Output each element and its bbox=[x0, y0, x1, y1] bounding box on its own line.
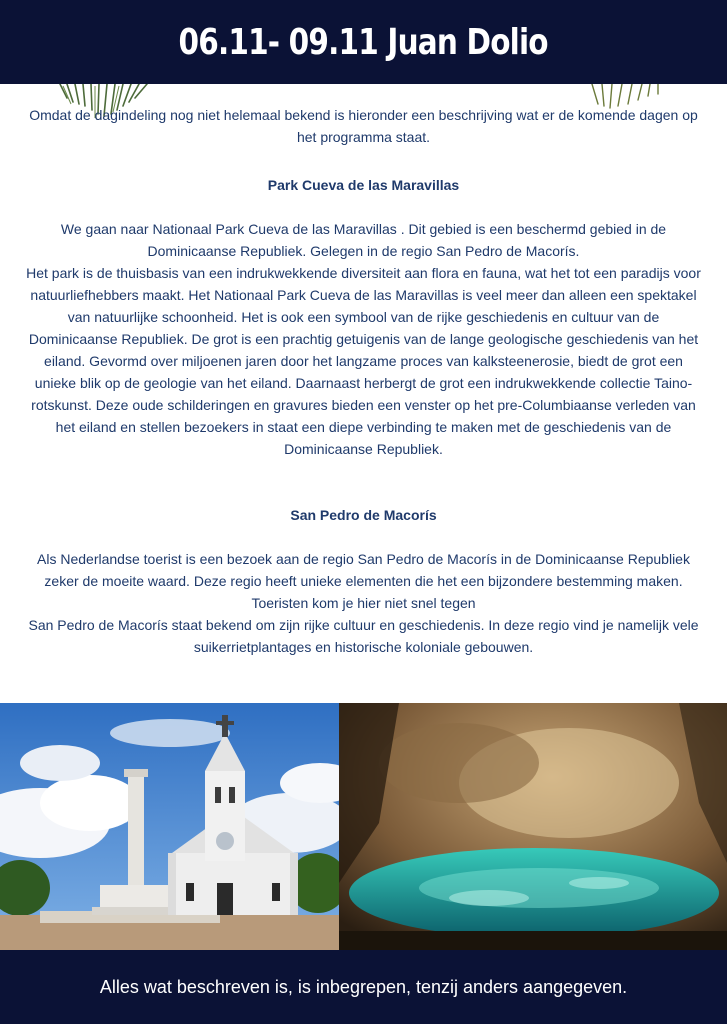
page-title: 06.11- 09.11 Juan Dolio bbox=[178, 21, 549, 63]
section-heading-cueva: Park Cueva de las Maravillas bbox=[267, 177, 460, 193]
cueva-paragraph-2: Het park is de thuisbasis van een indrukwekkende diversiteit aan flora en fauna, wat het tot een paradijs voor natuurliefhebbers maakt. Het Nationaal Park Cueva de las Maravillas is veel meer dan alleen een spektakel van natuurlijke schoonheid. Het is ook een symbool van de rijke geschiedenis en cultuur van de Dominicaanse Republiek. De grot is een prachtig getuigenis van de lange geologische geschiedenis van het eiland. Gevormd over miljoenen jaren door het langzame proces van kalksteenerosie, biedt de grot een unieke blik op de geologie van het eiland. Daarnaast herbergt de grot een indrukwekkende collectie Taino-rotskunst. Deze oude schilderingen en gravures bieden een venster op het pre-Columbiaanse verleden van het eiland en stellen bezoekers in staat een diepe verbinding te maken met de geschiedenis van de Dominicaanse Republiek. bbox=[26, 265, 701, 457]
church-photo bbox=[0, 703, 339, 950]
section-heading-san-pedro: San Pedro de Macorís bbox=[290, 507, 437, 523]
san-pedro-paragraph-1: Als Nederlandse toerist is een bezoek aan de regio San Pedro de Macorís in de Dominicaanse Republiek zeker de moeite waard. Deze regio heeft unieke elementen die het een bijzondere bestemming maken. Toeristen kom je hier niet snel tegen bbox=[37, 551, 690, 611]
footer-banner bbox=[0, 950, 727, 1024]
cueva-paragraph-1: We gaan naar Nationaal Park Cueva de las Maravillas . Dit gebied is een beschermd gebied in de Dominicaanse Republiek. Gelegen in de regio San Pedro de Macorís. bbox=[60, 221, 667, 259]
spacer bbox=[22, 460, 705, 504]
intro-text: Omdat de dagindeling nog niet helemaal bekend is hieronder een beschrijving wat er de komende dagen op het programma staat. bbox=[29, 107, 698, 145]
san-pedro-paragraph-2: San Pedro de Macorís staat bekend om zijn rijke cultuur en geschiedenis. In deze regio vind je namelijk vele suikerrietplantages en historische koloniale gebouwen. bbox=[28, 617, 699, 655]
footer-text: Alles wat beschreven is, is inbegrepen, tenzij anders aangegeven. bbox=[99, 976, 628, 997]
main-content bbox=[22, 104, 705, 658]
header-banner bbox=[0, 0, 727, 84]
cave-lagoon-photo bbox=[339, 703, 727, 950]
